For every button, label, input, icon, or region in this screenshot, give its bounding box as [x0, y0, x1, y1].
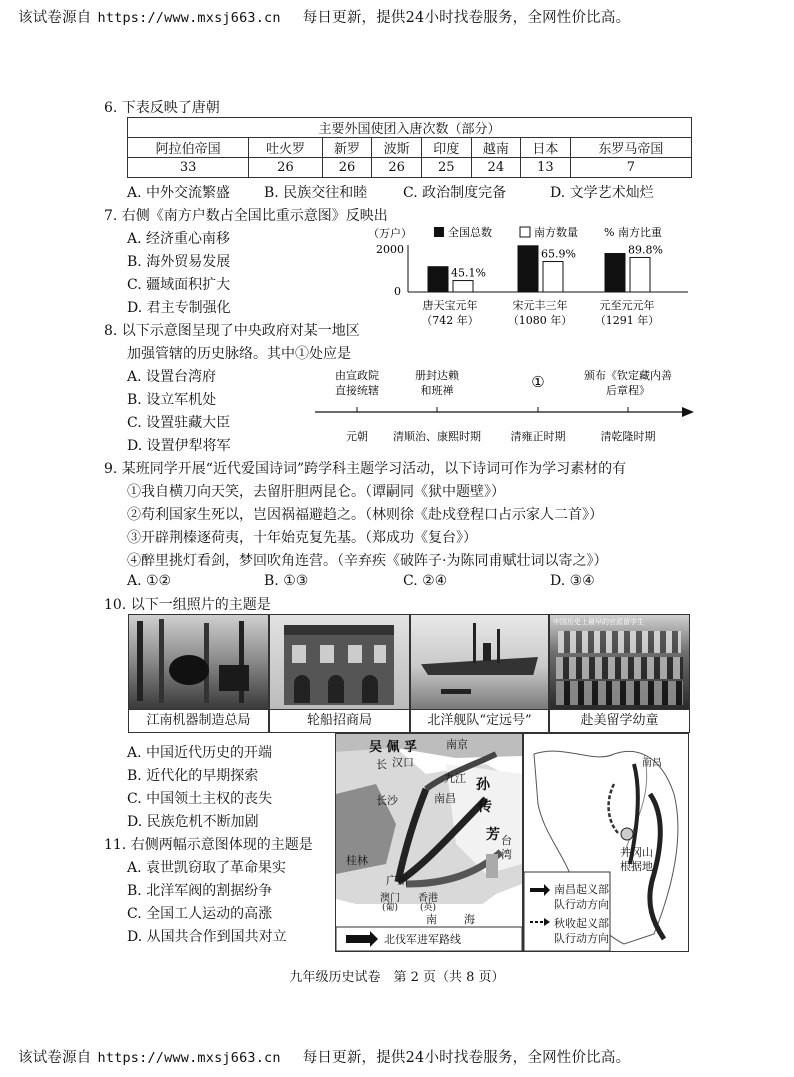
bar-total	[605, 254, 625, 293]
q9-poem-1: ①我自横刀向天笑，去留肝胆两昆仑。（谭嗣同《狱中题壁》）	[127, 484, 505, 500]
q11-stem: 11. 右侧两幅示意图体现的主题是	[104, 837, 313, 853]
timeline-blank-marker: ①	[531, 373, 545, 391]
map2-legend-label: 队行动方向	[554, 898, 609, 911]
map2-route-autumn	[609, 784, 619, 834]
map-uprisings	[523, 733, 689, 952]
q8-option-c: C. 设置驻藏大臣	[127, 415, 231, 431]
q6-option-b: B. 民族交往和睦	[264, 185, 368, 201]
map1-label: 澳门	[380, 893, 400, 904]
q6-option-d: D. 文学艺术灿烂	[550, 185, 654, 201]
timeline-event-label: 直接统辖	[335, 384, 379, 397]
category-label: 元至元元年	[599, 299, 655, 312]
q9-option-d: D. ③④	[550, 573, 595, 589]
photo-jiangnan-arsenal	[128, 614, 269, 710]
q8-option-d: D. 设置伊犁将军	[127, 438, 231, 454]
q6-count: 26	[322, 158, 372, 178]
map-northern-expedition	[335, 733, 523, 952]
map1-label: 海	[464, 913, 475, 926]
bottom-banner	[18, 1046, 630, 1067]
q6-stem: 6. 下表反映了唐朝	[104, 100, 220, 116]
map2-jinggangshan-marker	[621, 828, 633, 840]
q6-count: 13	[521, 158, 571, 178]
legend-south: 南方数量	[534, 226, 578, 239]
q6-country: 新罗	[322, 138, 372, 158]
legend-swatch-total	[434, 227, 444, 237]
q6-count: 26	[249, 158, 322, 178]
q6-count: 33	[128, 158, 249, 178]
category-label: （1291 年）	[594, 314, 660, 327]
q10-option-b: B. 近代化的早期探索	[127, 768, 259, 784]
q9-option-c: C. ②④	[403, 573, 448, 589]
map1-label: 孙	[476, 777, 490, 793]
q8-timeline	[310, 365, 700, 450]
timeline-event-label: 册封达赖	[415, 369, 459, 382]
map1-label: 桂林	[346, 854, 368, 867]
q6-count: 7	[570, 158, 691, 178]
map1-label: 香港	[418, 893, 438, 904]
map1-label: 芳	[486, 827, 500, 843]
timeline-period-label: 清乾隆时期	[600, 430, 656, 443]
q6-country: 波斯	[372, 138, 422, 158]
map1-label: 汉口	[392, 756, 414, 769]
q6-table	[127, 117, 692, 178]
q11-option-c: C. 全国工人运动的高涨	[127, 906, 273, 922]
timeline-arrow	[682, 407, 694, 417]
y-tick-0: 0	[394, 285, 401, 298]
q10-option-a: A. 中国近代历史的开端	[127, 745, 273, 761]
map2-label: 南昌	[642, 758, 662, 769]
q6-country: 吐火罗	[249, 138, 322, 158]
map1-label: 传	[478, 799, 492, 815]
map1-label: 南昌	[434, 792, 456, 805]
bar-total	[518, 246, 538, 292]
q6-count: 26	[372, 158, 422, 178]
q6-table-title: 主要外国使团入唐次数（部分）	[128, 118, 692, 138]
timeline-event-label: 和班禅	[420, 384, 454, 397]
map1-label: 长	[376, 758, 387, 771]
map1-label: 九江	[444, 772, 466, 785]
timeline-period-label: 清雍正时期	[510, 430, 566, 443]
photo-students	[549, 614, 690, 710]
map2-label: 井冈山	[620, 846, 653, 859]
q10-option-d: D. 民族危机不断加剧	[127, 814, 259, 830]
banner-suffix: 每日更新，提供24小时找卷服务，全网性价比高。	[302, 1050, 631, 1066]
chart-unit-label: （万户）	[368, 227, 412, 240]
q9-stem: 9. 某班同学开展“近代爱国诗词”跨学科主题学习活动，以下诗词可作为学习素材的有	[104, 461, 627, 477]
caption-dingyuan: 北洋舰队“定远号”	[410, 709, 549, 733]
page-footer: 九年级历史试卷 第 2 页（共 8 页）	[289, 970, 505, 985]
category-label: 唐天宝元年	[422, 299, 478, 312]
caption-china-merchants: 轮船招商局	[269, 709, 410, 733]
timeline-period-label: 清顺治、康熙时期	[393, 430, 481, 443]
caption-students: 赴美留学幼童	[549, 709, 690, 733]
q11-option-d: D. 从国共合作到国共对立	[127, 929, 287, 945]
q6-option-a: A. 中外交流繁盛	[127, 185, 231, 201]
legend-swatch-south	[520, 227, 530, 237]
bar-south	[543, 262, 563, 292]
timeline-event-label: 后章程》	[606, 384, 650, 397]
y-tick-2000: 2000	[376, 243, 404, 256]
q7-option-b: B. 海外贸易发展	[127, 254, 231, 270]
map1-label: 吴 佩 孚	[369, 740, 418, 755]
banner-prefix: 该试卷源自	[18, 1050, 92, 1066]
percent-label: 45.1%	[451, 266, 486, 280]
q6-count: 24	[471, 158, 521, 178]
legend-total: 全国总数	[448, 226, 492, 239]
q7-bar-chart	[360, 220, 700, 335]
banner-suffix: 每日更新，提供24小时找卷服务，全网性价比高。	[302, 10, 631, 26]
map1-label: (英)	[420, 903, 437, 913]
map2-legend-label: 队行动方向	[554, 932, 609, 945]
caption-jiangnan-arsenal: 江南机器制造总局	[128, 709, 269, 733]
map2-legend-label: 南昌起义部	[554, 883, 609, 896]
map1-label: (葡)	[382, 903, 399, 913]
q10-option-c: C. 中国领土主权的丧失	[127, 791, 273, 807]
banner-url[interactable]: https://www.mxsj663.cn	[97, 1050, 281, 1066]
q9-poem-4: ④醉里挑灯看剑，梦回吹角连营。（辛弃疾《破阵子·为陈同甫赋壮词以寄之》）	[127, 553, 608, 569]
timeline-period-label: 元朝	[346, 430, 368, 443]
timeline-event-label: 颁布《钦定藏内善	[584, 369, 672, 382]
bar-total	[428, 267, 448, 292]
q6-country: 日本	[521, 138, 571, 158]
q9-option-a: A. ①②	[127, 573, 172, 589]
map1-label: 广州	[386, 874, 408, 887]
category-label: （742 年）	[421, 314, 479, 327]
map2-legend-label: 秋收起义部	[554, 917, 609, 930]
timeline-event-label: 由宣政院	[335, 369, 379, 382]
map1-legend-label: 北伐军进军路线	[384, 933, 461, 946]
map1-label: 长沙	[376, 794, 398, 807]
q6-country: 东罗马帝国	[570, 138, 691, 158]
q7-option-c: C. 疆域面积扩大	[127, 277, 231, 293]
q9-poem-3: ③开辟荆榛逐荷夷，十年始克复先基。（郑成功《复台》）	[127, 530, 477, 546]
top-banner	[18, 6, 630, 27]
photo-dingyuan	[410, 614, 549, 710]
q9-option-b: B. ①③	[264, 573, 309, 589]
q11-option-a: A. 袁世凯窃取了革命果实	[127, 860, 287, 876]
q8-stem-line2: 加强管辖的历史脉络。其中①处应是	[127, 346, 351, 362]
category-label: （1080 年）	[507, 314, 573, 327]
banner-prefix: 该试卷源自	[18, 10, 92, 26]
q10-stem: 10. 以下一组照片的主题是	[104, 597, 271, 613]
q8-option-b: B. 设立军机处	[127, 392, 217, 408]
banner-url[interactable]: https://www.mxsj663.cn	[97, 10, 281, 26]
q7-stem: 7. 右侧《南方户数占全国比重示意图》反映出	[104, 208, 388, 224]
q6-country: 印度	[421, 138, 471, 158]
map1-label: 湾	[501, 848, 512, 861]
percent-label: 65.9%	[541, 247, 576, 261]
map1-label: 台	[501, 834, 512, 847]
q8-option-a: A. 设置台湾府	[127, 369, 217, 385]
q9-poem-2: ②苟利国家生死以，岂因祸福避趋之。（林则徐《赴戍登程口占示家人二首》）	[127, 507, 603, 523]
q6-count: 25	[421, 158, 471, 178]
q6-country: 越南	[471, 138, 521, 158]
q6-option-c: C. 政治制度完备	[403, 185, 507, 201]
q7-option-a: A. 经济重心南移	[127, 231, 231, 247]
map1-taiwan	[486, 854, 498, 878]
percent-label: 89.8%	[628, 243, 663, 257]
photo-china-merchants	[269, 614, 410, 710]
bar-south	[630, 257, 650, 292]
legend-percent: % 南方比重	[604, 226, 662, 239]
q11-option-b: B. 北洋军阀的割据纷争	[127, 883, 273, 899]
q8-stem-line1: 8. 以下示意图呈现了中央政府对某一地区	[104, 323, 360, 339]
map2-label: 根据地	[620, 860, 653, 873]
q7-option-d: D. 君主专制强化	[127, 300, 231, 316]
photo-students-caption: 中国历史上最早的官派留学生	[553, 618, 644, 626]
map1-label: 南京	[446, 738, 468, 751]
q6-country: 阿拉伯帝国	[128, 138, 249, 158]
map1-label: 南	[426, 913, 437, 926]
bar-south	[453, 281, 473, 292]
category-label: 宋元丰三年	[512, 299, 568, 312]
